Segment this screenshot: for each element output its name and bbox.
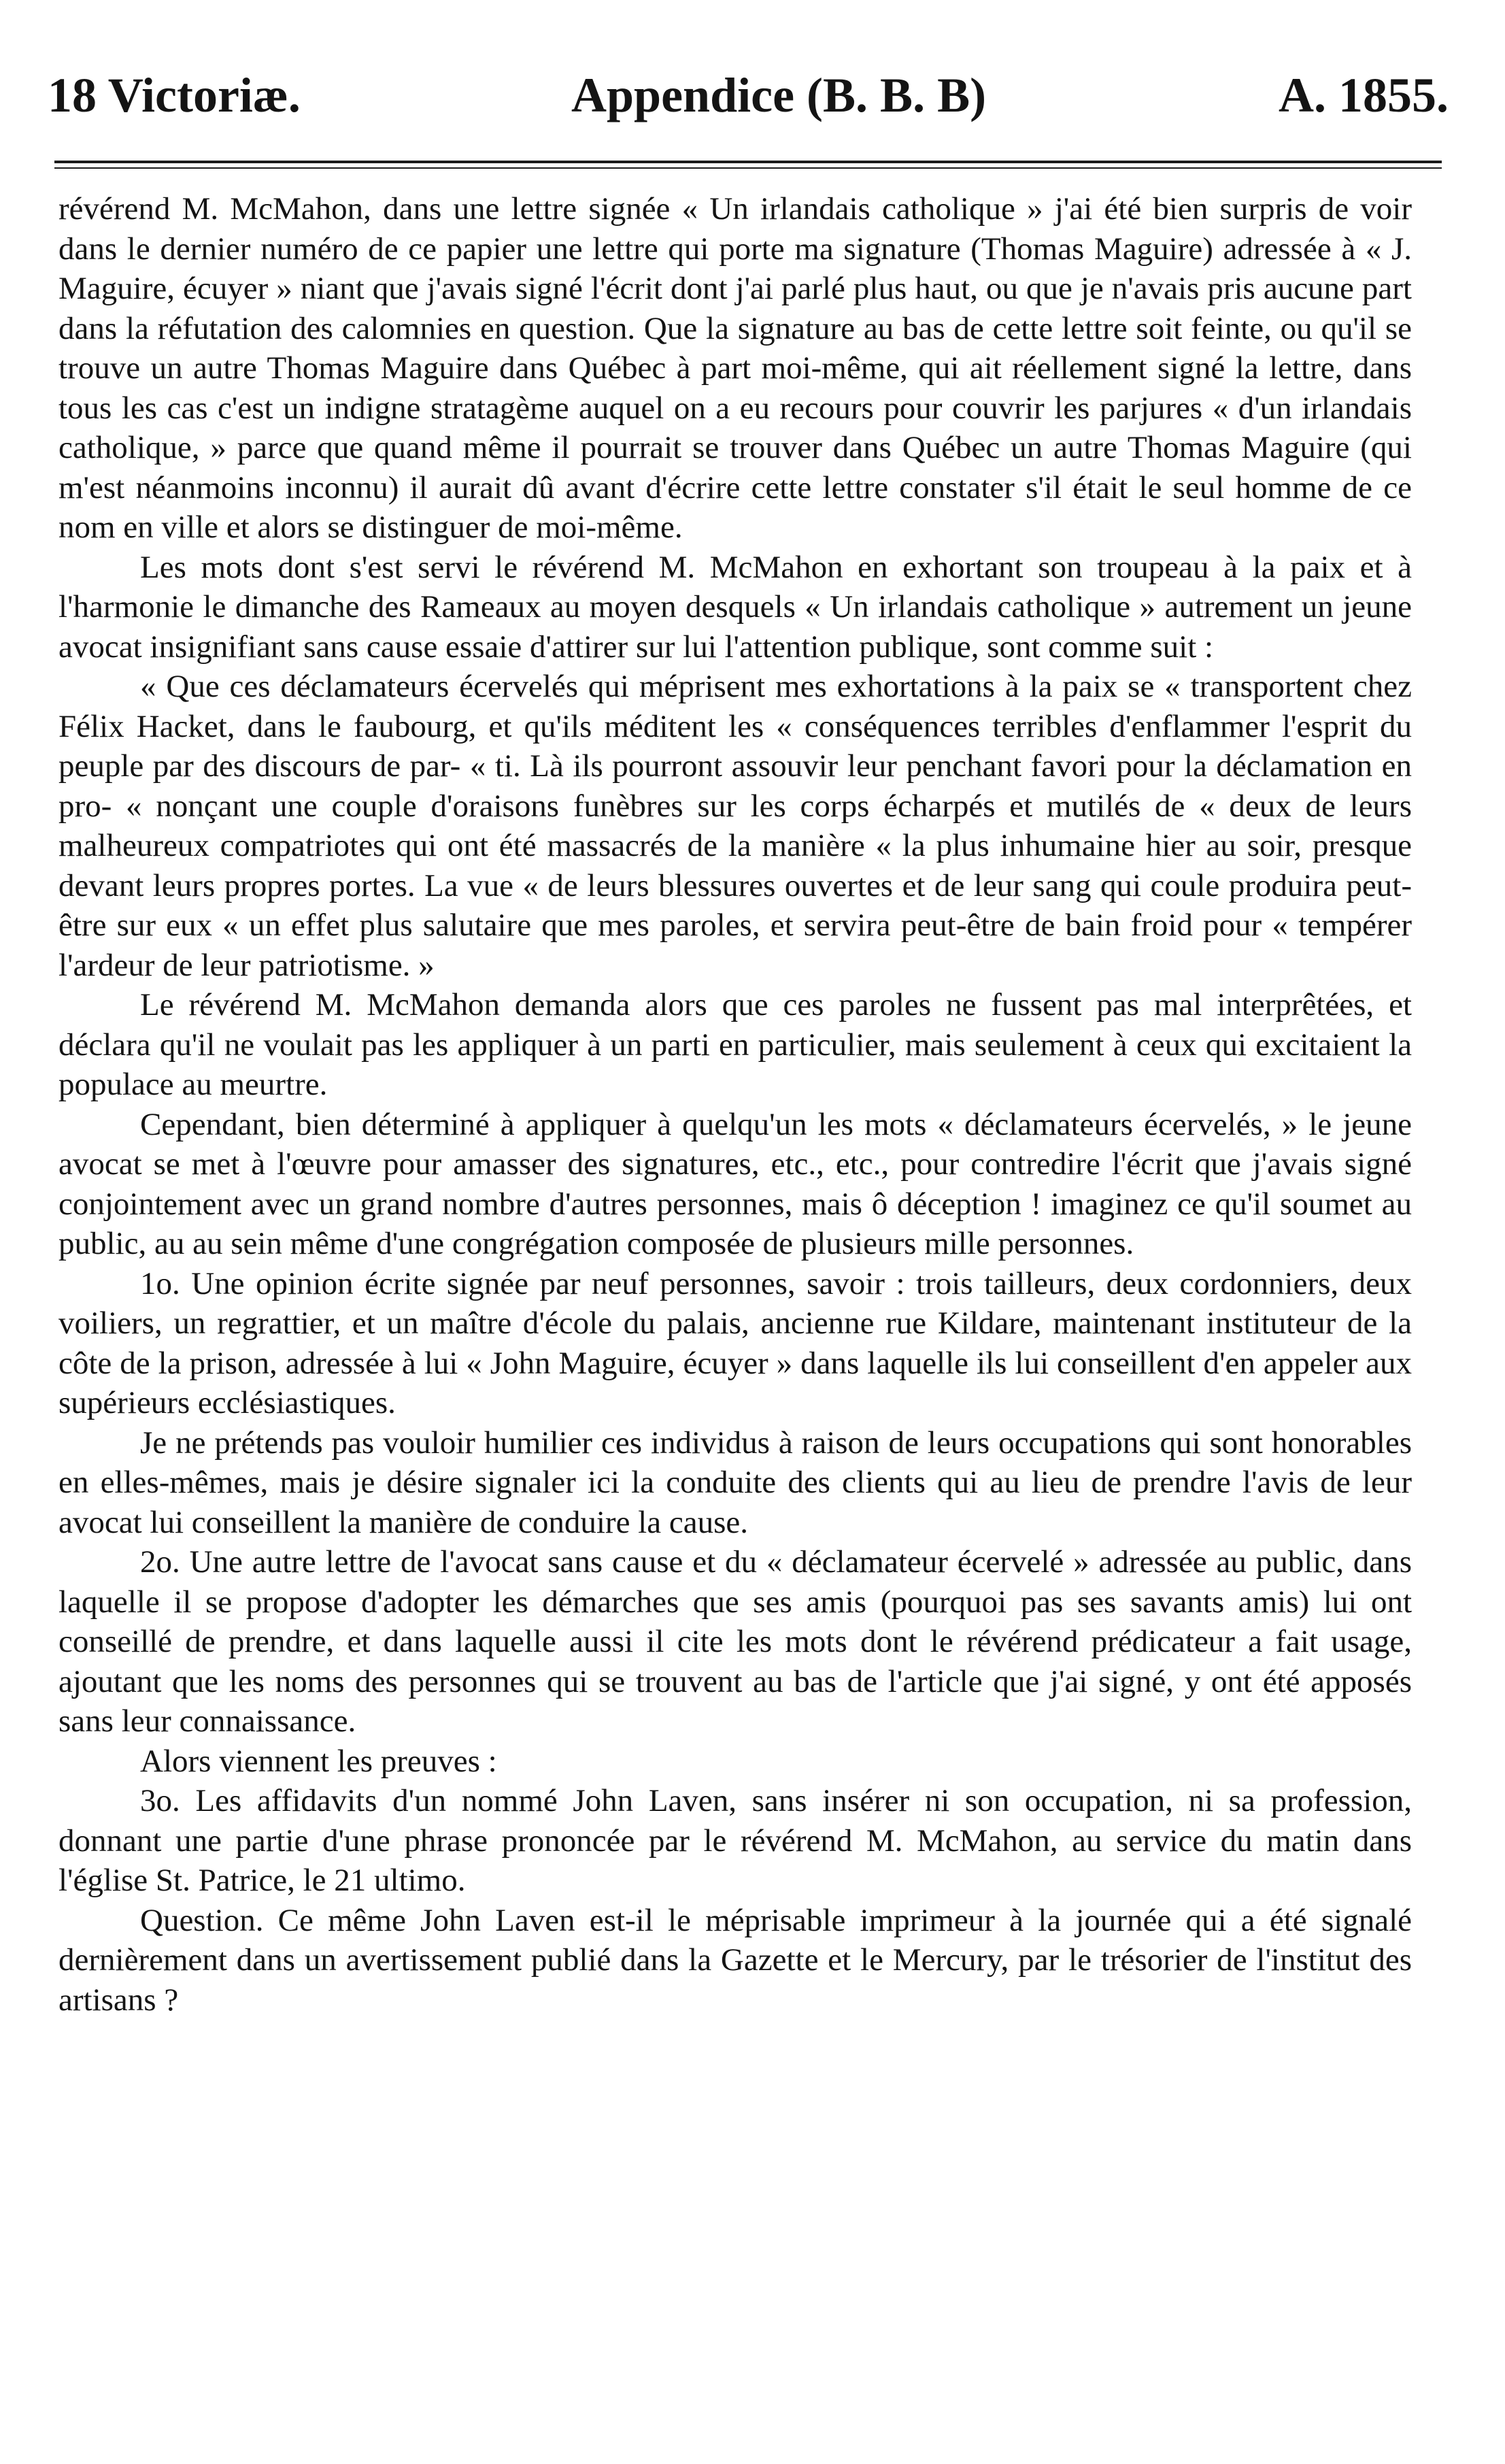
header-rule-thick: [54, 161, 1442, 163]
paragraph-point-3: 3o. Les affidavits d'un nommé John Laven, sans insérer ni son occupation, ni sa profession, donnant une partie d'une phrase prononcée par le révérend M. McMahon, au service du matin dans l'église St. Patrice, le 21 ultimo.: [58, 1783, 1412, 1898]
body-text: [58, 189, 1412, 2020]
paragraph-preuves: Alors viennent les preuves :: [140, 1743, 497, 1779]
header-rule-thin: [54, 167, 1442, 169]
paragraph-cependant: Cependant, bien déterminé à appliquer à quelqu'un les mots « déclamateurs écervelés, » le jeune avocat se met à l'œuvre pour amasser des signatures, etc., etc., pour contredire l'écrit que j'avais signé conjointement avec un grand nombre d'autres personnes, mais ô déception ! imaginez ce qu'il soumet au public, au au sein même d'une congrégation composée de plusieurs mille personnes.: [58, 1106, 1412, 1261]
header-year: A. 1855.: [1279, 68, 1449, 122]
paragraph-reverend: Le révérend M. McMahon demanda alors que ces paroles ne fussent pas mal interprêtées, et déclara qu'il ne voulait pas les appliquer à un parti en particulier, mais seulement à ceux qui excitaient la populace au meurtre.: [58, 987, 1412, 1102]
paragraph-pretends: Je ne prétends pas vouloir humilier ces individus à raison de leurs occupations qui sont honorables en elles-mêmes, mais je désire signaler ici la conduite des clients qui au lieu de prendre l'avis de leur avocat lui conseillent la manière de conduire la cause.: [58, 1425, 1412, 1540]
paragraph-question: Question. Ce même John Laven est-il le méprisable imprimeur à la journée qui a été signalé dernièrement dans un avertissement publié dans la Gazette et le Mercury, par le trésorier de l'institut des artisans ?: [58, 1902, 1412, 2018]
header-session: 18 Victoriæ.: [48, 68, 301, 122]
page-header: [48, 68, 1449, 122]
paragraph-quotation: « Que ces déclamateurs écervelés qui méprisent mes exhortations à la paix se « transportent chez Félix Hacket, dans le faubourg, et qu'ils méditent les « conséquences terribles d'enflammer l'esprit du peuple par des discours de par- « ti. Là ils pourront assouvir leur penchant favori pour la déclamation en pro- « nonçant une couple d'oraisons funèbres sur les corps écharpés et mutilés de « deux de leurs malheureux compatriotes qui ont été massacrés de la manière « la plus inhumaine hier au soir, presque devant leurs propres portes. La vue « de leurs blessures ouvertes et de leur sang qui coule produira peut-être sur eux « un effet plus salutaire que mes paroles, et servira peut-être de bain froid pour « tempérer l'ardeur de leur patriotisme. »: [58, 669, 1412, 983]
paragraph-point-2: 2o. Une autre lettre de l'avocat sans cause et du « déclamateur écervelé » adressée au public, dans laquelle il se propose d'adopter les démarches que ses amis (pourquoi pas ses savants amis) lui ont conseillé de prendre, et dans laquelle aussi il cite les mots dont le révérend prédicateur a fait usage, ajoutant que les noms des personnes qui se trouvent au bas de l'article que j'ai signé, y ont été apposés sans leur connaissance.: [58, 1544, 1412, 1739]
paragraph-continuation: révérend M. McMahon, dans une lettre signée « Un irlandais catholique » j'ai été bien surpris de voir dans le dernier numéro de ce papier une lettre qui porte ma signature (Thomas Maguire) adressée à « J. Maguire, écuyer » niant que j'avais signé l'écrit dont j'ai parlé plus haut, ou que je n'avais pris aucune part dans la réfutation des calomnies en question. Que la signature au bas de cette lettre soit feinte, ou qu'il se trouve un autre Thomas Maguire dans Québec à part moi-même, qui ait réellement signé la lettre, dans tous les cas c'est un indigne stratagème auquel on a eu recours pour couvrir les parjures « d'un irlandais catholique, » parce que quand même il pourrait se trouver dans Québec un autre Thomas Maguire (qui m'est néanmoins inconnu) il aurait dû avant d'écrire cette lettre constater s'il était le seul homme de ce nom en ville et alors se distinguer de moi-même.: [58, 191, 1412, 545]
paragraph-mots: Les mots dont s'est servi le révérend M. McMahon en exhortant son troupeau à la paix et à l'harmonie le dimanche des Rameaux au moyen desquels « Un irlandais catholique » autrement un jeune avocat insignifiant sans cause essaie d'attirer sur lui l'attention publique, sont comme suit :: [58, 549, 1412, 665]
header-appendix: Appendice (B. B. B): [571, 68, 987, 122]
paragraph-point-1: 1o. Une opinion écrite signée par neuf personnes, savoir : trois tailleurs, deux cordonniers, deux voiliers, un regrattier, et un maître d'école du palais, ancienne rue Kildare, maintenant instituteur de la côte de la prison, adressée à lui « John Maguire, écuyer » dans laquelle ils lui conseillent d'en appeler aux supérieurs ecclésiastiques.: [58, 1265, 1412, 1420]
